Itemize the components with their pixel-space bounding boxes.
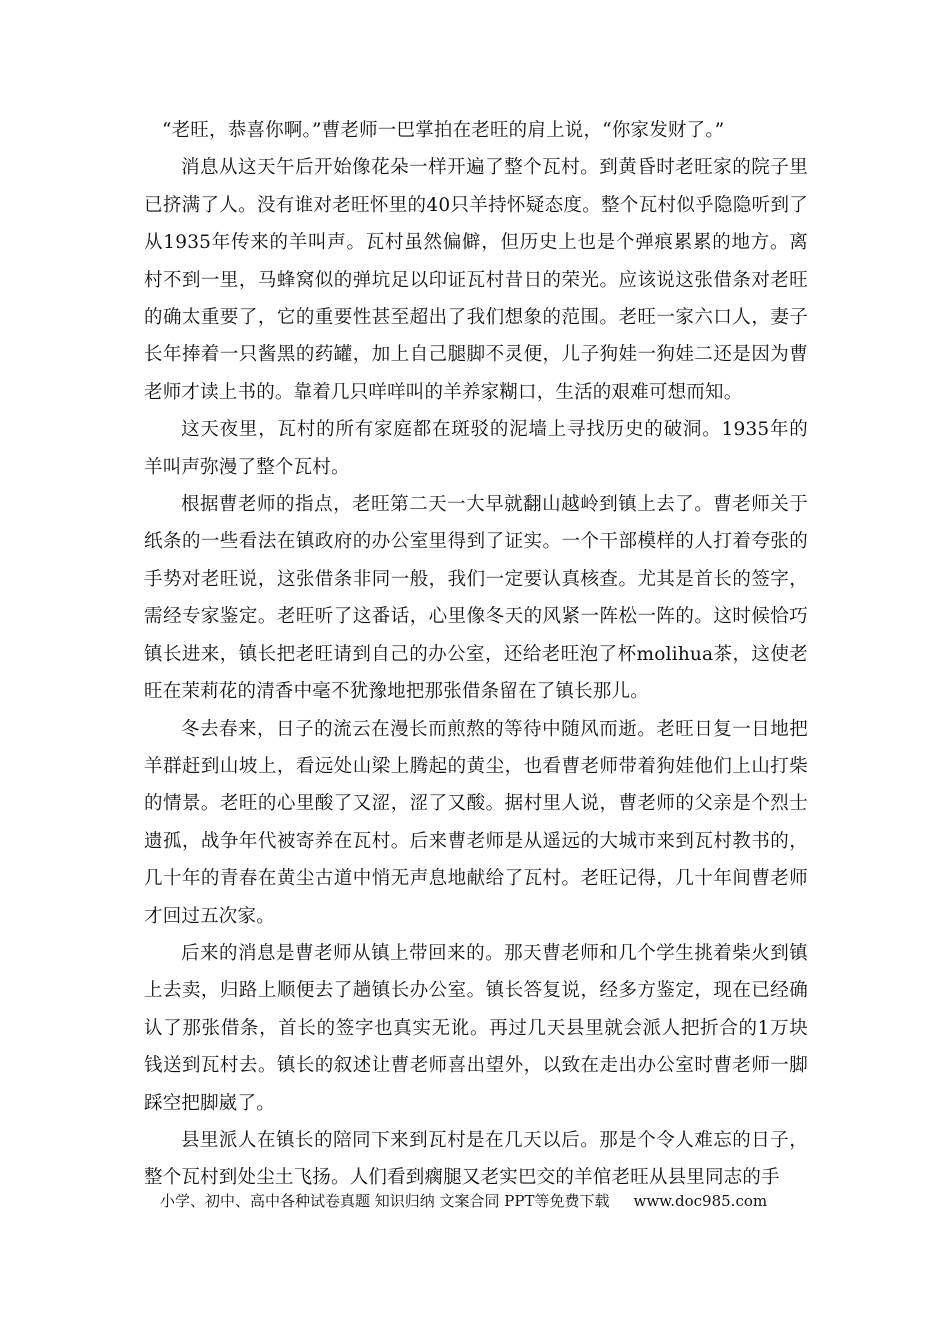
paragraph-6: 后来的消息是曹老师从镇上带回来的。那天曹老师和几个学生挑着柴火到镇上去卖，归路上顺便去了趟镇长办公室。镇长答复说，经多方鉴定，现在已经确认了那张借条，首长的签字也真实无讹。再过几天县里就会派人把折合的1万块钱送到瓦村去。镇长的叙述让曹老师喜出望外，以致在走出办公室时曹老师一脚踩空把脚崴了。	[144, 942, 808, 1114]
page-footer	[160, 1191, 820, 1211]
paragraph-2: 消息从这天午后开始像花朵一样开遍了整个瓦村。到黄昏时老旺家的院子里已挤满了人。没有谁对老旺怀里的40只羊持怀疑态度。整个瓦村似乎隐隐听到了从1935年传来的羊叫声。瓦村虽然偏僻，但历史上也是个弹痕累累的地方。离村不到一里，马蜂窝似的弹坑足以印证瓦村昔日的荣光。应该说这张借条对老旺的确太重要了，它的重要性甚至超出了我们想象的范围。老旺一家六口人，妻子长年捧着一只酱黑的药罐，加上自己腿脚不灵便，儿子狗娃一狗娃二还是因为曹老师才读上书的。靠着几只咩咩叫的羊养家糊口，生活的艰难可想而知。	[144, 157, 808, 403]
paragraph-4: 根据曹老师的指点，老旺第二天一大早就翻山越岭到镇上去了。曹老师关于纸条的一些看法在镇政府的办公室里得到了证实。一个干部模样的人打着夸张的手势对老旺说，这张借条非同一般，我们一定要认真核查。尤其是首长的签字，需经专家鉴定。老旺听了这番话，心里像冬天的风紧一阵松一阵的。这时候恰巧镇长进来，镇长把老旺请到自己的办公室，还给老旺泡了杯molihua茶，这使老旺在茉莉花的清香中毫不犹豫地把那张借条留在了镇长那儿。	[144, 494, 808, 703]
paragraph-5: 冬去春来，日子的流云在漫长而煎熬的等待中随风而逝。老旺日复一日地把羊群赶到山坡上，看远处山梁上腾起的黄尘，也看曹老师带着狗娃他们上山打柴的情景。老旺的心里酸了又涩，涩了又酸。据村里人说，曹老师的父亲是个烈士遗孤，战争年代被寄养在瓦村。后来曹老师是从遥远的大城市来到瓦村教书的，几十年的青春在黄尘古道中悄无声息地献给了瓦村。老旺记得，几十年间曹老师才回过五次家。	[144, 718, 808, 927]
document-body	[144, 112, 808, 1197]
footer-url-link[interactable]: www.doc985.com	[633, 1192, 768, 1210]
paragraph-7: 县里派人在镇长的陪同下来到瓦村是在几天以后。那是个令人难忘的日子，整个瓦村到处尘土飞扬。人们看到瘸腿又老实巴交的羊倌老旺从县里同志的手	[144, 1129, 808, 1189]
paragraph-1: “老旺，恭喜你啊。”曹老师一巴掌拍在老旺的肩上说，“你家发财了。”	[162, 120, 725, 141]
paragraph-3: 这天夜里，瓦村的所有家庭都在斑驳的泥墙上寻找历史的破洞。1935年的羊叫声弥漫了整个瓦村。	[144, 419, 808, 478]
footer-text: 小学、初中、高中各种试卷真题 知识归纳 文案合同 PPT等免费下载	[160, 1192, 610, 1210]
